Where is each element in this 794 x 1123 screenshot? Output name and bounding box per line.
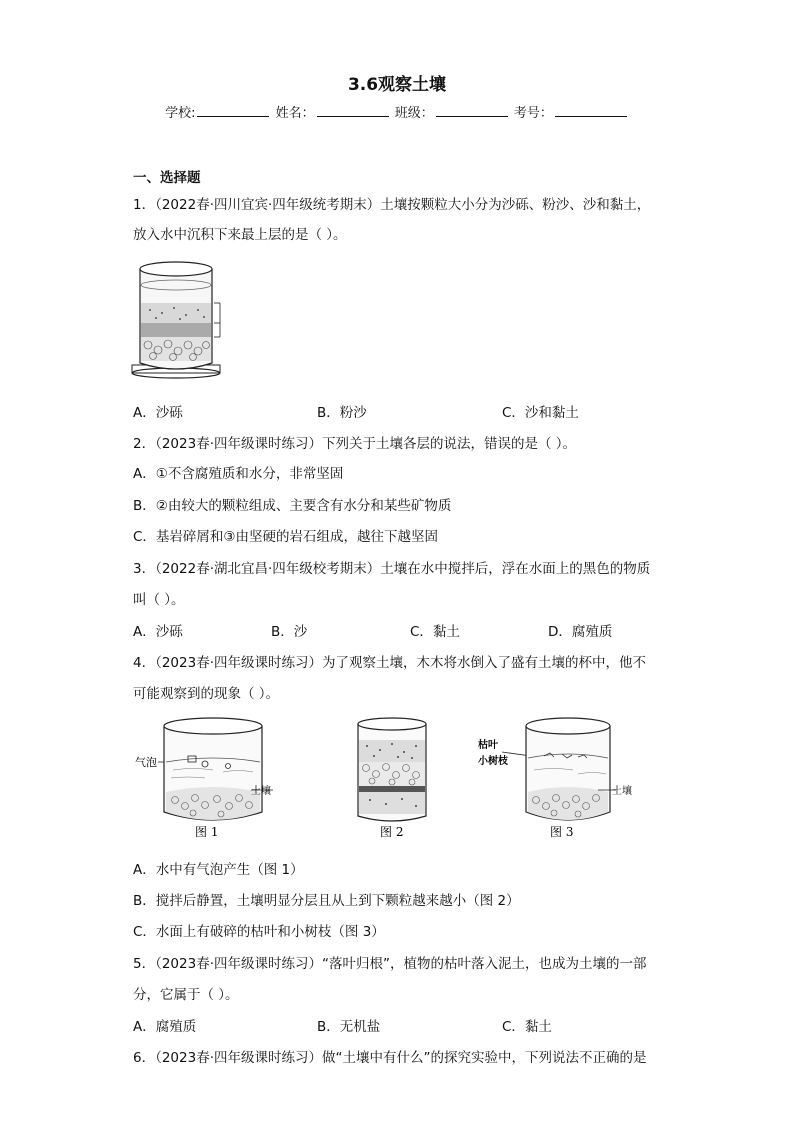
q5-option-a[interactable]: A．腐殖质: [133, 1019, 197, 1035]
class-label: 班级：: [394, 106, 434, 121]
q3-option-c[interactable]: C．黏土: [410, 624, 460, 640]
q5-stem-line2: 分，它属于（ ）。: [133, 987, 239, 1003]
school-blank[interactable]: [197, 104, 269, 117]
fig1-bubble-label: 气泡: [135, 756, 157, 769]
fig1-caption: 图 1: [195, 825, 219, 839]
fig3-leaf-label: 枯叶: [478, 740, 498, 751]
q5-stem-line1: 5．（2023春·四年级课时练习）“落叶归根”，植物的枯叶落入泥土，也成为土壤的一部: [133, 956, 647, 972]
q5-option-b[interactable]: B．无机盐: [317, 1019, 381, 1035]
exam-no-label: 考号：: [513, 106, 553, 121]
q3-option-b[interactable]: B．沙: [271, 624, 308, 640]
q2-option-a[interactable]: A．①不含腐殖质和水分，非常坚固: [133, 466, 344, 482]
section-heading: 一、选择题: [133, 170, 201, 186]
q4-option-c[interactable]: C．水面上有破碎的枯叶和小树枝（图 3）: [133, 924, 385, 940]
q2-option-b[interactable]: B．②由较大的颗粒组成、主要含有水分和某些矿物质: [133, 498, 452, 514]
fig1-soil-label: 土壤: [251, 786, 271, 797]
q1-option-c[interactable]: C．沙和黏土: [502, 405, 579, 421]
school-label: 学校:: [165, 106, 196, 121]
student-info-line: [0, 102, 794, 121]
q4-option-b[interactable]: B．搅拌后静置，土壤明显分层且从上到下颗粒越来越小（图 2）: [133, 893, 520, 909]
name-blank[interactable]: [317, 104, 389, 117]
q4-figure-2: [352, 712, 432, 842]
q3-option-d[interactable]: D．腐殖质: [548, 624, 613, 640]
class-blank[interactable]: [436, 104, 508, 117]
q4-figure-3: [478, 712, 638, 842]
q4-option-a[interactable]: A．水中有气泡产生（图 1）: [133, 862, 304, 878]
q4-stem-line2: 可能观察到的现象（ ）。: [133, 686, 280, 702]
q1-stem-line1: 1．（2022春·四川宜宾·四年级统考期末）土壤按颗粒大小分为沙砾、粉沙、沙和黏土，: [133, 197, 651, 213]
q3-stem-line1: 3．（2022春·湖北宜昌·四年级校考期末）土壤在水中搅拌后，浮在水面上的黑色的物质: [133, 561, 651, 577]
name-label: 姓名：: [275, 106, 315, 121]
q1-stem-line2: 放入水中沉积下来最上层的是（ ）。: [133, 227, 347, 243]
q6-stem-line1: 6．（2023春·四年级课时练习）做“土壤中有什么”的探究实验中，下列说法不正确的是: [133, 1050, 647, 1066]
q1-option-b[interactable]: B．粉沙: [317, 405, 367, 421]
page-title: 3.6观察土壤: [347, 75, 447, 95]
q3-stem-line2: 叫（ ）。: [133, 592, 185, 608]
q5-option-c[interactable]: C．黏土: [502, 1019, 552, 1035]
q1-option-a[interactable]: A．沙砾: [133, 405, 183, 421]
q2-stem: 2．（2023春·四年级课时练习）下列关于土壤各层的说法，错误的是（ ）。: [133, 436, 577, 452]
q4-figure-1: [133, 712, 283, 842]
fig3-soil-label: 土壤: [612, 786, 632, 797]
q3-option-a[interactable]: A．沙砾: [133, 624, 183, 640]
exam-no-blank[interactable]: [555, 104, 627, 117]
q1-beaker-figure: [128, 255, 238, 380]
fig3-twig-label: 小树枝: [478, 756, 508, 767]
q4-stem-line1: 4．（2023春·四年级课时练习）为了观察土壤，木木将水倒入了盛有土壤的杯中，他不: [133, 655, 646, 671]
fig3-caption: 图 3: [550, 825, 574, 839]
fig2-caption: 图 2: [380, 825, 404, 839]
q2-option-c[interactable]: C．基岩碎屑和③由坚硬的岩石组成，越往下越坚固: [133, 529, 439, 545]
